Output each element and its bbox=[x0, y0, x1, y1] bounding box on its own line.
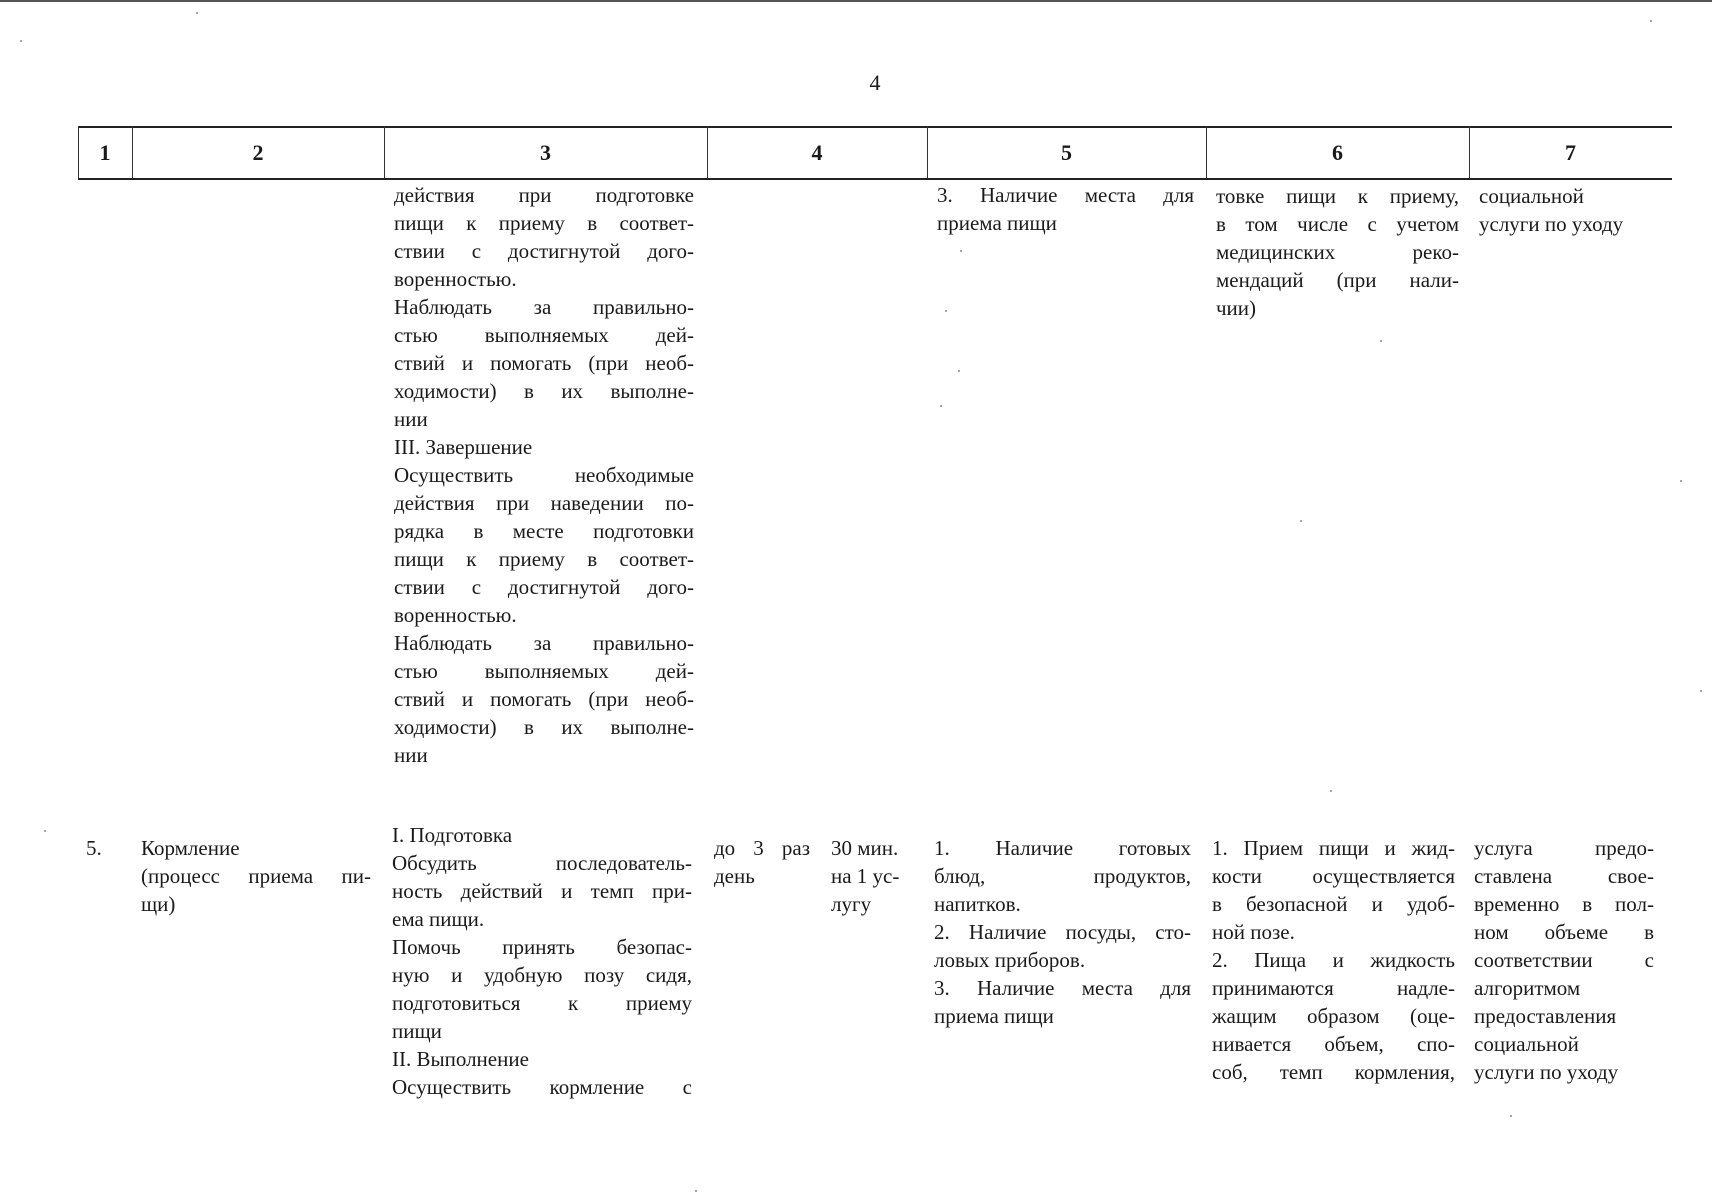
text-line: услуги по уходу bbox=[1474, 1060, 1619, 1084]
text-line: ной позе. bbox=[1212, 920, 1295, 944]
text-line: услуга предо- bbox=[1474, 836, 1654, 860]
scan-speck bbox=[1330, 790, 1332, 792]
text-line: ствии с достигнутой дого- bbox=[394, 239, 694, 263]
text-line: ходимости) в их выполне- bbox=[394, 715, 694, 739]
row5-number bbox=[86, 834, 126, 862]
text-line: нии bbox=[394, 407, 428, 431]
text-line: чии) bbox=[1216, 296, 1257, 320]
text-line: ходимости) в их выполне- bbox=[394, 379, 694, 403]
header-col-6: 6 bbox=[1332, 140, 1343, 165]
continuation-col7 bbox=[1479, 182, 1664, 238]
section-heading: III. Завершение bbox=[394, 435, 533, 459]
text-line: ствий и помогать (при необ- bbox=[394, 687, 694, 711]
scan-speck bbox=[695, 1190, 697, 1192]
text-line: в том числе с учетом bbox=[1216, 212, 1459, 236]
text-line: подготовиться к приему bbox=[392, 991, 692, 1015]
text-line: ном объеме в bbox=[1474, 920, 1654, 944]
text-line: 3. Наличие места для bbox=[934, 976, 1191, 1000]
text-line: социальной bbox=[1479, 184, 1584, 208]
text-line: принимаются надле- bbox=[1212, 976, 1455, 1000]
text-line: 1. Прием пищи и жид- bbox=[1212, 836, 1455, 860]
header-col-1: 1 bbox=[99, 140, 111, 165]
text-line: воренностью. bbox=[394, 603, 517, 627]
section-heading: II. Выполнение bbox=[392, 1047, 529, 1071]
row5-duration bbox=[831, 834, 915, 918]
text-line: ставлена свое- bbox=[1474, 864, 1654, 888]
text-line: напитков. bbox=[934, 892, 1021, 916]
scan-speck bbox=[1380, 340, 1382, 342]
header-col-4: 4 bbox=[811, 140, 823, 165]
text-line: пищи bbox=[392, 1019, 442, 1043]
text-line: 2. Наличие посуды, сто- bbox=[934, 920, 1191, 944]
text-line: медицинских реко- bbox=[1216, 240, 1459, 264]
text-line: (процесс приема пи- bbox=[141, 864, 371, 888]
text-line: алгоритмом bbox=[1474, 976, 1581, 1000]
scan-speck bbox=[1650, 20, 1652, 22]
page-number: 4 bbox=[869, 70, 881, 95]
text-line: нивается объем, спо- bbox=[1212, 1032, 1455, 1056]
scan-speck bbox=[960, 250, 962, 252]
row5-service-name bbox=[141, 834, 371, 918]
text-line: нии bbox=[394, 743, 428, 767]
scan-speck bbox=[945, 310, 947, 312]
text-line: временно в пол- bbox=[1474, 892, 1654, 916]
text-line: 2. Пища и жидкость bbox=[1212, 948, 1455, 972]
row-number: 5. bbox=[86, 836, 102, 860]
scan-speck bbox=[1680, 480, 1682, 482]
text-line: действия при наведении по- bbox=[394, 491, 694, 515]
table-header-bottom-rule bbox=[78, 178, 1672, 180]
scan-speck bbox=[958, 370, 960, 372]
text-line: воренностью. bbox=[394, 267, 517, 291]
text-line: жащим образом (оце- bbox=[1212, 1004, 1455, 1028]
scan-speck bbox=[196, 12, 198, 14]
text-line: ную и удобную позу сидя, bbox=[392, 963, 692, 987]
continuation-col3 bbox=[394, 181, 694, 769]
section-heading: I. Подготовка bbox=[392, 823, 513, 847]
text-line: Осуществить необходимые bbox=[394, 463, 694, 487]
text-line: пищи к приему в соответ- bbox=[394, 211, 694, 235]
scan-edge bbox=[0, 0, 1712, 2]
row5-evaluation bbox=[1474, 834, 1654, 1086]
scan-speck bbox=[940, 405, 942, 407]
continuation-col5 bbox=[937, 181, 1194, 237]
text-line: стью выполняемых дей- bbox=[394, 659, 694, 683]
text-line: соответствии с bbox=[1474, 948, 1654, 972]
text-line: кости осуществляется bbox=[1212, 864, 1455, 888]
scan-speck bbox=[1300, 520, 1302, 522]
text-line: пищи к приему в соответ- bbox=[394, 547, 694, 571]
row5-conditions bbox=[934, 834, 1191, 1030]
text-line: предоставления bbox=[1474, 1004, 1617, 1028]
text-line: 3. Наличие места для bbox=[937, 183, 1194, 207]
text-line: услуги по уходу bbox=[1479, 212, 1624, 236]
scan-speck bbox=[44, 830, 46, 832]
text-line: Осуществить кормление с bbox=[392, 1075, 692, 1099]
text-line: товке пищи к приему, bbox=[1216, 184, 1459, 208]
row5-frequency bbox=[714, 834, 810, 890]
text-line: рядка в месте подготовки bbox=[394, 519, 694, 543]
text-line: стью выполняемых дей- bbox=[394, 323, 694, 347]
text-line: Наблюдать за правильно- bbox=[394, 295, 694, 319]
text-line: соб, темп кормления, bbox=[1212, 1060, 1455, 1084]
text-line: ность действий и темп при- bbox=[392, 879, 692, 903]
text-line: ствий и помогать (при необ- bbox=[394, 351, 694, 375]
text-line: в безопасной и удоб- bbox=[1212, 892, 1455, 916]
text-line: мендаций (при нали- bbox=[1216, 268, 1459, 292]
text-line: ловых приборов. bbox=[934, 948, 1086, 972]
text-line: ствии с достигнутой дого- bbox=[394, 575, 694, 599]
scan-speck bbox=[1510, 1115, 1512, 1117]
text-line: блюд, продуктов, bbox=[934, 864, 1191, 888]
text-line: 30 мин. bbox=[831, 836, 899, 860]
text-line: Обсудить последователь- bbox=[392, 851, 692, 875]
scan-speck bbox=[20, 40, 22, 42]
row5-quality-indicators bbox=[1212, 834, 1455, 1086]
text-line: 1. Наличие готовых bbox=[934, 836, 1191, 860]
text-line: щи) bbox=[141, 892, 176, 916]
text-line: приема пищи bbox=[934, 1004, 1054, 1028]
text-line: день bbox=[714, 864, 755, 888]
text-line: приема пищи bbox=[937, 211, 1057, 235]
text-line: до 3 раз bbox=[714, 836, 810, 860]
text-line: действия при подготовке bbox=[394, 183, 694, 207]
text-line: Наблюдать за правильно- bbox=[394, 631, 694, 655]
header-col-7: 7 bbox=[1565, 140, 1576, 165]
text-line: ема пищи. bbox=[392, 907, 485, 931]
row5-col3 bbox=[392, 821, 692, 1101]
scan-speck bbox=[1700, 690, 1702, 692]
continuation-col6 bbox=[1216, 182, 1459, 322]
header-col-3: 3 bbox=[540, 140, 551, 165]
header-col-5: 5 bbox=[1061, 140, 1072, 165]
text-line: на 1 ус- bbox=[831, 864, 900, 888]
text-line: лугу bbox=[831, 892, 872, 916]
header-col-2: 2 bbox=[252, 140, 264, 165]
text-line: социальной bbox=[1474, 1032, 1579, 1056]
text-line: Помочь принять безопас- bbox=[392, 935, 692, 959]
text-line: Кормление bbox=[141, 836, 240, 860]
